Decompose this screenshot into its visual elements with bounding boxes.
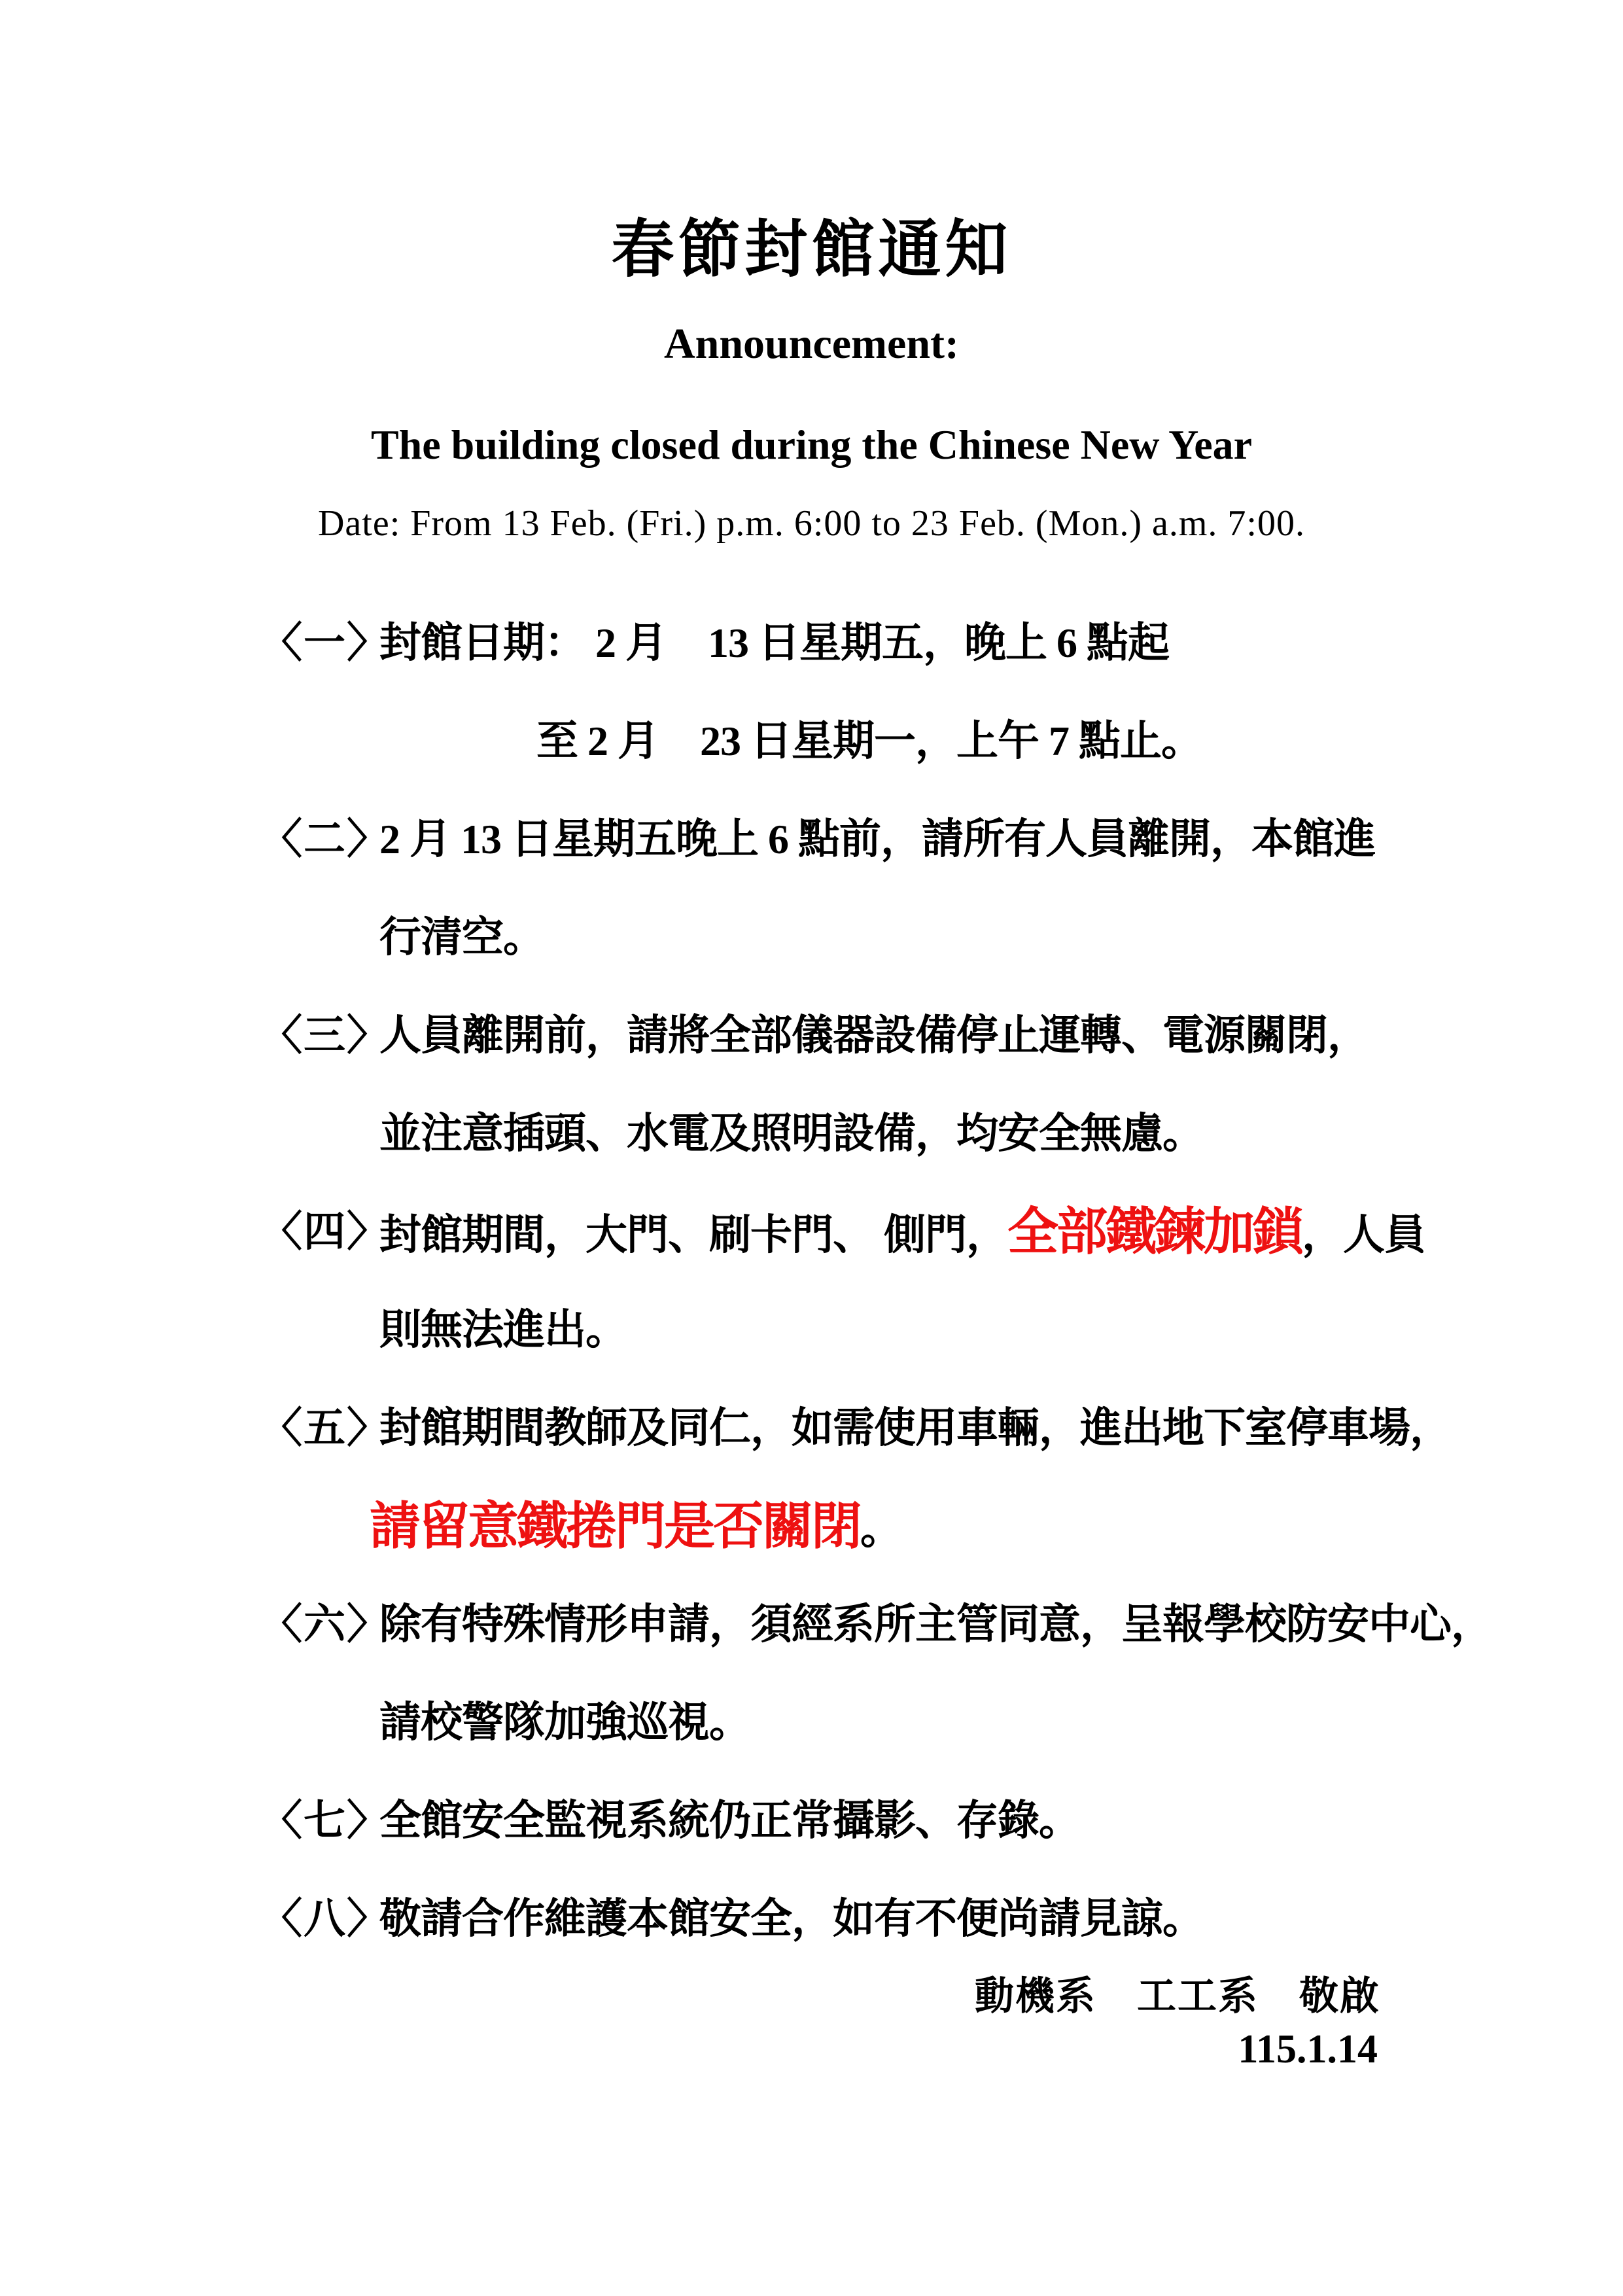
text-segment: 行清空。: [379, 914, 544, 961]
text-segment: 封館期間，大門、刷卡門、 側門，: [379, 1212, 1007, 1258]
list-item-marker: 〈五〉: [260, 1405, 390, 1451]
text-segment: 並注意插頭、水電及照明設備，均安全無慮。: [379, 1110, 1204, 1157]
list-line-text: [379, 1772, 1080, 1870]
list-line: [0, 1576, 1623, 1674]
text-segment: ，人員: [1302, 1212, 1426, 1258]
text-segment: 至 2 月 23 日星期一，上午 7 點止。: [536, 718, 1202, 764]
list-line-text: [536, 692, 1202, 790]
text-segment-red-emphasis: 請留意鐵捲門是否關閉: [370, 1498, 861, 1555]
list-item-marker: 〈四〉: [260, 1209, 390, 1255]
text-segment: 人員離開前，請將全部儀器設備停止運轉、電源關閉，: [379, 1012, 1369, 1059]
list-line: [0, 889, 1623, 987]
list-item-marker: 〈三〉: [260, 1012, 390, 1059]
list-line-text: [370, 1477, 901, 1579]
text-segment: 2 月 13 日星期五晚上 6 點前，請所有人員離開，本館進: [379, 816, 1375, 862]
list-line: [0, 1183, 1623, 1281]
list-line: [0, 1772, 1623, 1870]
text-segment: 。: [860, 1506, 902, 1553]
text-segment: 請校警隊加強巡視。: [379, 1699, 750, 1746]
list-line: [0, 692, 1623, 790]
list-line: [0, 1085, 1623, 1183]
list-line-text: [379, 1183, 1425, 1284]
text-segment: 敬請合作維護本館安全，如有不便尚請見諒。: [379, 1896, 1204, 1942]
list-line: [0, 1281, 1623, 1379]
subtitle-heading: The building closed during the Chinese New Year: [370, 421, 1253, 468]
list-line: [0, 594, 1623, 692]
signature-date: 115.1.14: [1238, 2027, 1378, 2072]
list-line-text: [379, 1085, 1204, 1183]
text-segment: 封館期間教師及同仁，如需使用車輛，進出地下室停車場，: [379, 1405, 1451, 1451]
list-line: [0, 1870, 1623, 1968]
list-line-text: [379, 1379, 1451, 1477]
date-range-line: Date: From 13 Feb. (Fri.) p.m. 6:00 to 23 Feb. (Mon.) a.m. 7:00.: [317, 503, 1305, 544]
announcement-heading: Announcement:: [663, 320, 959, 368]
list-line: [0, 790, 1623, 889]
list-line-text: [379, 790, 1375, 889]
text-segment: 則無法進出。: [379, 1307, 627, 1353]
text-segment: 封館日期： 2 月 13 日星期五，晚上 6 點起: [379, 620, 1169, 666]
list-line-text: [379, 889, 544, 987]
list-item-marker: 〈七〉: [260, 1797, 390, 1844]
list-line-text: [379, 1674, 750, 1772]
list-line: [0, 1379, 1623, 1477]
signature-line: 動機系 工工系 敬啟: [975, 1975, 1380, 2018]
list-item-marker: 〈二〉: [260, 816, 390, 862]
list-line-text: [379, 1281, 627, 1379]
list-item-marker: 〈六〉: [260, 1601, 390, 1648]
text-segment: 除有特殊情形申請，須經系所主管同意，呈報學校防安中心，: [379, 1601, 1492, 1648]
text-segment-red-emphasis: 全部鐵鍊加鎖: [1007, 1203, 1302, 1260]
list-item-marker: 〈八〉: [260, 1896, 390, 1942]
list-line: [0, 987, 1623, 1085]
list-line-text: [379, 1870, 1204, 1968]
document-title: 春節封館通知: [611, 215, 1012, 285]
text-segment: 全館安全監視系統仍正常攝影、存錄。: [379, 1797, 1080, 1844]
list-line: [0, 1477, 1623, 1576]
list-line-text: [379, 1576, 1492, 1674]
list-line-text: [379, 594, 1169, 692]
list-item-marker: 〈一〉: [260, 620, 390, 666]
list-line: [0, 1674, 1623, 1772]
list-line-text: [379, 987, 1369, 1085]
